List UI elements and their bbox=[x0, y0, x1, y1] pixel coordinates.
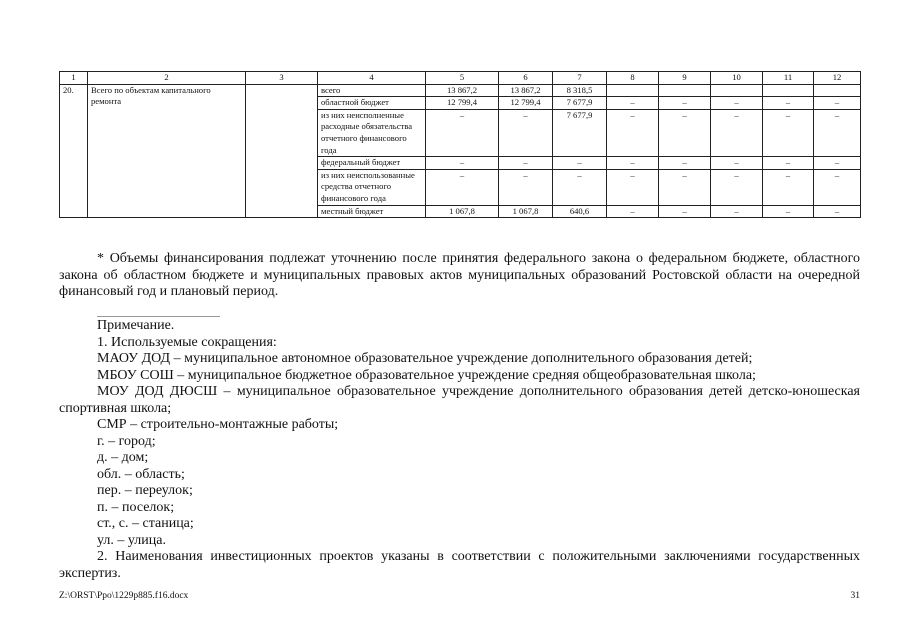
table-cell: – bbox=[814, 205, 861, 218]
table-cell: – bbox=[607, 97, 659, 110]
table-cell: – bbox=[763, 97, 814, 110]
table-cell: 8 318,5 bbox=[553, 84, 607, 97]
col-number: 5 bbox=[426, 72, 499, 85]
table-cell: – bbox=[426, 157, 499, 170]
table-cell: – bbox=[814, 169, 861, 205]
table-cell: – bbox=[553, 169, 607, 205]
col-number: 4 bbox=[318, 72, 426, 85]
table-cell: 13 867,2 bbox=[426, 84, 499, 97]
table-cell: – bbox=[763, 169, 814, 205]
table-cell: – bbox=[659, 157, 711, 170]
col-number: 10 bbox=[711, 72, 763, 85]
table-cell: – bbox=[499, 169, 553, 205]
abbrev-item: п. – поселок; bbox=[97, 499, 175, 515]
funding-source: всего bbox=[318, 84, 426, 97]
abbrev-heading: 1. Используемые сокращения: bbox=[97, 334, 277, 350]
funding-source: из них неисполненные расходные обязательства отчетного финансового года bbox=[318, 109, 426, 156]
funding-source: федеральный бюджет bbox=[318, 157, 426, 170]
table-cell: – bbox=[763, 157, 814, 170]
table-cell: 7 677,9 bbox=[553, 97, 607, 110]
table-cell: – bbox=[607, 109, 659, 156]
col-number: 1 bbox=[60, 72, 88, 85]
table-cell bbox=[659, 84, 711, 97]
table-cell: – bbox=[711, 109, 763, 156]
table-cell: – bbox=[814, 157, 861, 170]
table-cell: 7 677,9 bbox=[553, 109, 607, 156]
col-number: 9 bbox=[659, 72, 711, 85]
table-cell: 13 867,2 bbox=[499, 84, 553, 97]
abbrev-item: ул. – улица. bbox=[97, 532, 166, 548]
table-cell bbox=[814, 84, 861, 97]
table-cell: – bbox=[659, 109, 711, 156]
table-cell: 1 067,8 bbox=[426, 205, 499, 218]
separator-line bbox=[97, 316, 220, 317]
funding-source: местный бюджет bbox=[318, 205, 426, 218]
funding-source: областной бюджет bbox=[318, 97, 426, 110]
col-number: 8 bbox=[607, 72, 659, 85]
abbrev-item: ст., с. – станица; bbox=[97, 516, 194, 531]
table-cell: – bbox=[711, 169, 763, 205]
table-cell: – bbox=[763, 109, 814, 156]
table-cell: – bbox=[659, 169, 711, 205]
table-header-row bbox=[60, 72, 861, 85]
table-cell: – bbox=[814, 97, 861, 110]
table-cell bbox=[763, 84, 814, 97]
note-2: 2. Наименования инвестиционных проектов указаны в соответствии с положительными заключениями государственных экспертиз. bbox=[59, 549, 860, 581]
funding-source: из них неиспользованные средства отчетного финансового года bbox=[318, 169, 426, 205]
table-cell: – bbox=[607, 157, 659, 170]
notes-block bbox=[59, 318, 860, 582]
table-cell: – bbox=[711, 205, 763, 218]
table-cell bbox=[607, 84, 659, 97]
empty-cell bbox=[246, 84, 318, 218]
col-number: 6 bbox=[499, 72, 553, 85]
col-number: 7 bbox=[553, 72, 607, 85]
col-number: 12 bbox=[814, 72, 861, 85]
table-cell: – bbox=[607, 205, 659, 218]
table-cell: – bbox=[659, 205, 711, 218]
table-cell: – bbox=[553, 157, 607, 170]
object-name: Всего по объектам капитального ремонта bbox=[88, 84, 246, 218]
table-cell: – bbox=[763, 205, 814, 218]
table-cell: – bbox=[499, 109, 553, 156]
footnote-block bbox=[59, 251, 860, 301]
table-row bbox=[60, 84, 861, 97]
table-cell: – bbox=[814, 109, 861, 156]
file-path: Z:\ORST\Ppo\1229p885.f16.docx bbox=[59, 591, 189, 601]
abbrev-item: обл. – область; bbox=[97, 466, 185, 482]
table-cell: 640,6 bbox=[553, 205, 607, 218]
table-cell: – bbox=[659, 97, 711, 110]
table-cell: – bbox=[499, 157, 553, 170]
table-cell: – bbox=[426, 169, 499, 205]
abbrev-item: МБОУ СОШ – муниципальное бюджетное образовательное учреждение средняя общеобразовательная школа; bbox=[97, 367, 756, 383]
table-cell: – bbox=[711, 157, 763, 170]
table-cell: 12 799,4 bbox=[426, 97, 499, 110]
col-number: 2 bbox=[88, 72, 246, 85]
note-title: Примечание. bbox=[97, 318, 175, 333]
table-cell: 12 799,4 bbox=[499, 97, 553, 110]
col-number: 11 bbox=[763, 72, 814, 85]
page-footer bbox=[59, 591, 860, 601]
col-number: 3 bbox=[246, 72, 318, 85]
footnote-text: * Объемы финансирования подлежат уточнению после принятия федерального закона о федеральном бюджете, областного закона об областном бюджете и муниципальных правовых актов муниципальных образований Ростовской области на очередной финансовый год и плановый период. bbox=[59, 251, 860, 299]
table-cell: – bbox=[711, 97, 763, 110]
table-cell: – bbox=[426, 109, 499, 156]
abbrev-item: МАОУ ДОД – муниципальное автономное образовательное учреждение дополнительного образования детей; bbox=[97, 351, 753, 366]
table-cell bbox=[711, 84, 763, 97]
abbrev-item: д. – дом; bbox=[97, 450, 149, 465]
row-number: 20. bbox=[60, 84, 88, 218]
abbrev-item: МОУ ДОД ДЮСШ – муниципальное образовательное учреждение дополнительного образования детей детско-юношеская спортивная школа; bbox=[59, 384, 860, 416]
page-number: 31 bbox=[850, 591, 860, 601]
table-cell: – bbox=[607, 169, 659, 205]
financing-table bbox=[59, 71, 861, 218]
abbrev-item: г. – город; bbox=[97, 433, 156, 449]
table-cell: 1 067,8 bbox=[499, 205, 553, 218]
abbrev-item: СМР – строительно-монтажные работы; bbox=[97, 417, 339, 432]
abbrev-item: пер. – переулок; bbox=[97, 483, 193, 498]
